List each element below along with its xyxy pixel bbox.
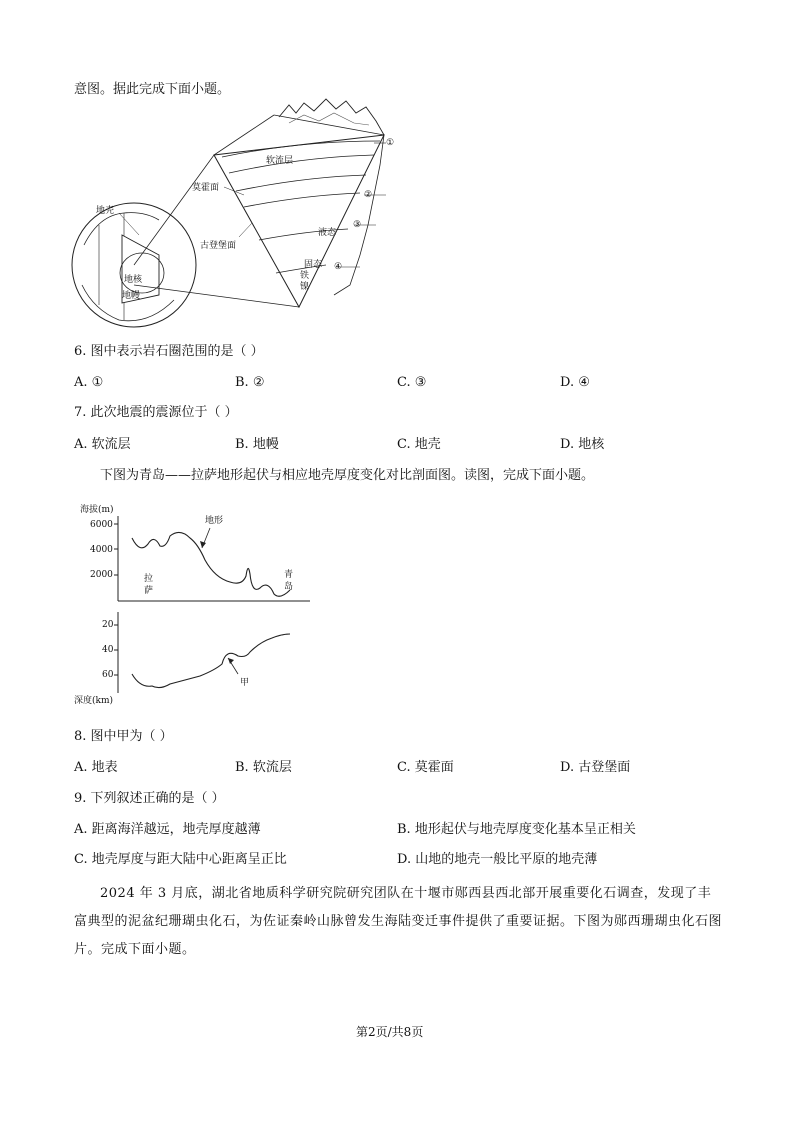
q6-option-c[interactable]: C. ③ <box>397 375 427 390</box>
profile-lasa-2: 萨 <box>144 586 154 596</box>
q7-stem: 7. 此次地震的震源位于（ ） <box>74 405 238 420</box>
q6-stem: 6. 图中表示岩石圈范围的是（ ） <box>74 344 264 359</box>
marker-2: ② <box>364 190 373 200</box>
q7-option-b[interactable]: B. 地幔 <box>235 437 279 452</box>
label-ruanliu: 软流层 <box>266 156 294 166</box>
profile-lasa-1: 拉 <box>144 574 154 584</box>
q9-option-d[interactable]: D. 山地的地壳一般比平原的地壳薄 <box>397 852 598 867</box>
label-gudeng: 古登堡面 <box>200 241 237 251</box>
profile-jia-label: 甲 <box>240 678 250 688</box>
q9-option-c[interactable]: C. 地壳厚度与距大陆中心距离呈正比 <box>74 852 287 867</box>
label-dihe: 地核 <box>124 275 143 285</box>
marker-3: ③ <box>353 220 362 230</box>
q8-option-c[interactable]: C. 莫霍面 <box>397 760 454 775</box>
profile-tick-60: 60 <box>102 670 114 680</box>
q9-option-b[interactable]: B. 地形起伏与地壳厚度变化基本呈正相关 <box>397 822 636 837</box>
intro-tail: 意图。据此完成下面小题。 <box>74 82 231 97</box>
q6-option-b[interactable]: B. ② <box>235 375 265 390</box>
q8-stem: 8. 图中甲为（ ） <box>74 729 173 744</box>
profile-qingdao-1: 青 <box>284 570 294 580</box>
profile-qingdao-2: 岛 <box>284 582 294 592</box>
q8-option-a[interactable]: A. 地表 <box>74 760 118 775</box>
label-diqiao: 地壳 <box>96 206 115 216</box>
label-diman: 地幔 <box>122 291 141 301</box>
q6-option-d[interactable]: D. ④ <box>560 375 590 390</box>
q7-option-a[interactable]: A. 软流层 <box>74 437 131 452</box>
profile-tick-2000: 2000 <box>90 570 113 580</box>
q9-option-a[interactable]: A. 距离海洋越远，地壳厚度越薄 <box>74 822 261 837</box>
profile-terrain-label: 地形 <box>205 516 224 526</box>
q6-option-a[interactable]: A. ① <box>74 375 104 390</box>
label-guti-a: 固态 <box>304 260 323 270</box>
profile-ylabel-bottom: 深度(km) <box>74 696 114 706</box>
label-guti-b: 铁 <box>300 271 310 281</box>
label-mohuo: 莫霍面 <box>192 183 220 193</box>
intro-fossil: 2024 年 3 月底，湖北省地质科学研究院研究团队在十堰市郧西县西北部开展重要化石调查，发现了丰富典型的泥盆纪珊瑚虫化石，为佐证秦岭山脉曾发生海陆变迁事件提供了重要证据。下图为郧西珊瑚虫化石图片。完成下面小题。 <box>74 886 723 957</box>
profile-tick-40: 40 <box>102 645 114 655</box>
intro-profile: 下图为青岛——拉萨地形起伏与相应地壳厚度变化对比剖面图。读图，完成下面小题。 <box>100 468 595 483</box>
marker-4: ④ <box>334 262 343 272</box>
q9-stem: 9. 下列叙述正确的是（ ） <box>74 791 225 806</box>
profile-tick-20: 20 <box>102 620 114 630</box>
label-guti-c: 镍 <box>300 282 310 292</box>
label-yetai: 液态 <box>318 228 337 238</box>
marker-1: ① <box>386 138 395 148</box>
profile-tick-6000: 6000 <box>90 520 113 530</box>
profile-ylabel-top: 海拔(m) <box>80 505 114 515</box>
page-footer: 第2页/共8页 <box>356 1025 424 1039</box>
q7-option-d[interactable]: D. 地核 <box>560 437 605 452</box>
q7-option-c[interactable]: C. 地壳 <box>397 437 441 452</box>
q8-option-b[interactable]: B. 软流层 <box>235 760 292 775</box>
q8-option-d[interactable]: D. 古登堡面 <box>560 760 631 775</box>
profile-tick-4000: 4000 <box>90 545 113 555</box>
